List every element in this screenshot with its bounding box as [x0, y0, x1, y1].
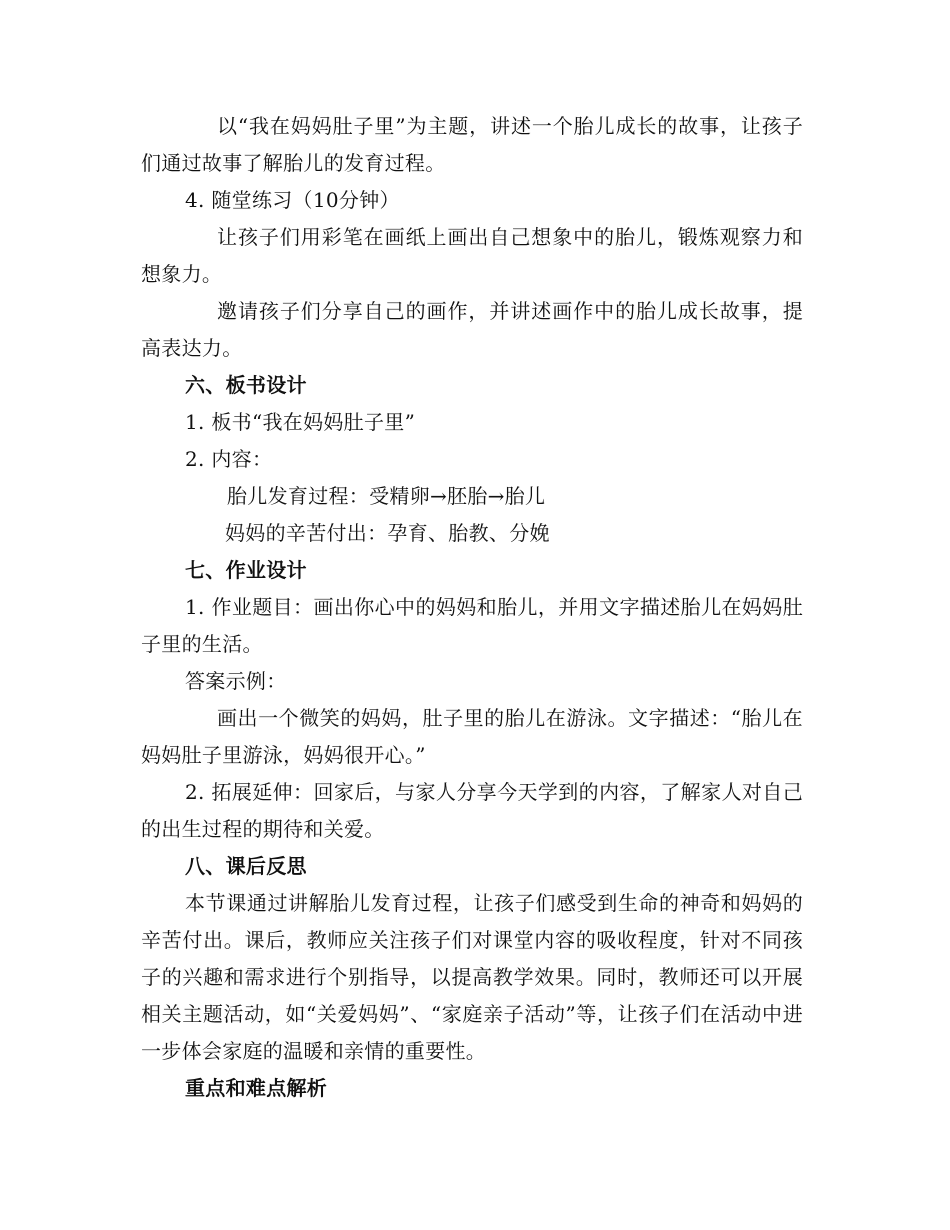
practice-paragraph-1: 让孩子们用彩笔在画纸上画出自己想象中的胎儿，锻炼观察力和想象力。 — [141, 225, 803, 286]
board-content-line-1: 胎儿发育过程：受精卵→胚胎→胎儿 — [227, 484, 546, 508]
answer-paragraph: 画出一个微笑的妈妈，肚子里的胎儿在游泳。文字描述：“胎儿在妈妈肚子里游泳，妈妈很开心。” — [141, 706, 803, 767]
section-7-heading: 七、作业设计 — [185, 558, 307, 582]
homework-item-1: 1. 作业题目：画出你心中的妈妈和胎儿，并用文字描述胎儿在妈妈肚子里的生活。 — [141, 595, 803, 656]
board-item-2: 2. 内容： — [185, 447, 273, 471]
story-paragraph: 以“我在妈妈肚子里”为主题，讲述一个胎儿成长的故事，让孩子们通过故事了解胎儿的发育过程。 — [141, 114, 803, 175]
answer-label: 答案示例： — [185, 669, 287, 693]
section-8-heading: 八、课后反思 — [185, 854, 307, 878]
homework-item-2: 2. 拓展延伸：回家后，与家人分享今天学到的内容，了解家人对自己的出生过程的期待和关爱。 — [141, 780, 803, 841]
key-points-heading: 重点和难点解析 — [185, 1076, 328, 1100]
item-4-heading: 4. 随堂练习（10分钟） — [185, 188, 400, 212]
document-page — [141, 108, 803, 1107]
section-6-heading: 六、板书设计 — [185, 373, 307, 397]
board-content-line-2: 妈妈的辛苦付出：孕育、胎教、分娩 — [225, 521, 550, 545]
board-item-1: 1. 板书“我在妈妈肚子里” — [185, 410, 416, 434]
practice-paragraph-2: 邀请孩子们分享自己的画作，并讲述画作中的胎儿成长故事，提高表达力。 — [141, 299, 803, 360]
reflection-paragraph: 本节课通过讲解胎儿发育过程，让孩子们感受到生命的神奇和妈妈的辛苦付出。课后，教师应关注孩子们对课堂内容的吸收程度，针对不同孩子的兴趣和需求进行个别指导，以提高教学效果。同时，教师还可以开展相关主题活动，如“关爱妈妈”、“家庭亲子活动”等，让孩子们在活动中进一步体会家庭的温暖和亲情的重要性。 — [141, 891, 803, 1063]
